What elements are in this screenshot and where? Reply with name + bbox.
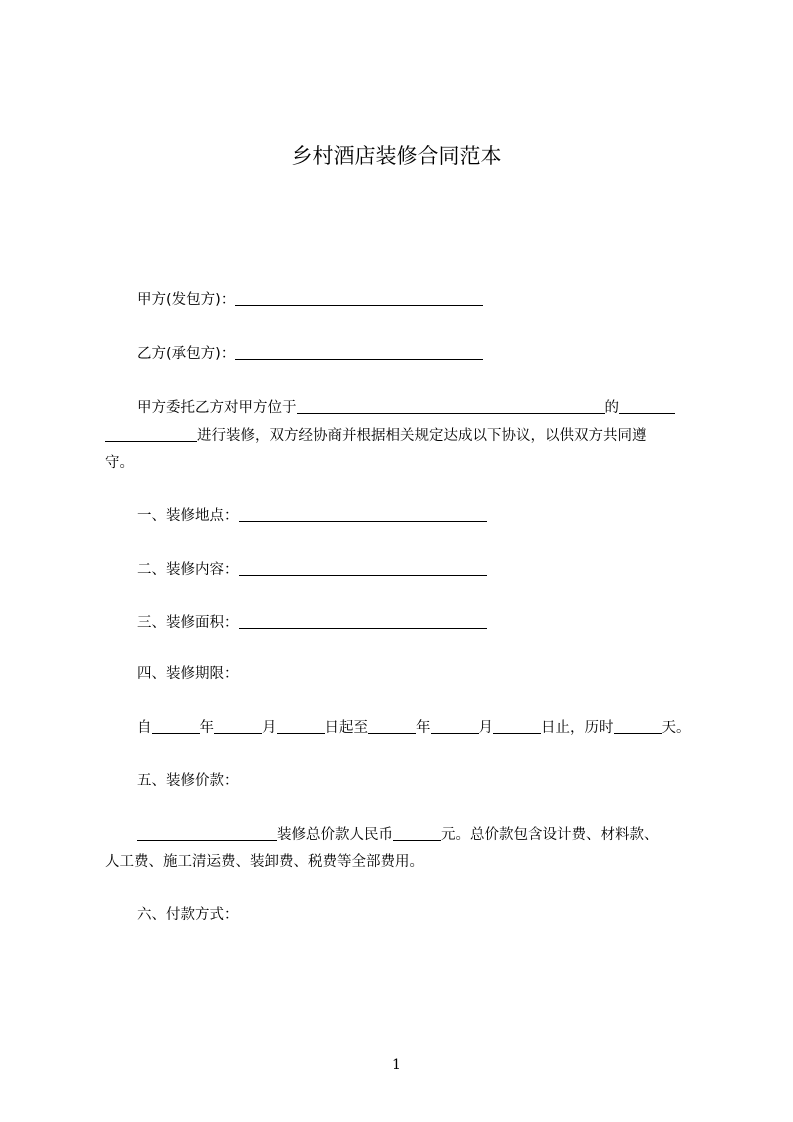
clause-5-heading: 五、装修价款： [137,773,239,789]
clause-2-line [137,560,737,580]
period-from: 自 [137,720,152,736]
party-b-line [137,344,737,364]
price-party-blank [137,826,277,841]
start-month-blank [214,719,262,734]
clause-1-line [137,506,737,526]
period-year-1: 年 [199,720,214,736]
price-amount-blank [393,826,441,841]
clause-1-blank [239,507,487,522]
period-month-1: 月 [262,720,277,736]
intro-text-1: 甲方委托乙方对甲方位于 [137,400,297,416]
price-line-1 [137,825,737,845]
period-days: 天。 [661,720,691,736]
period-line [137,718,737,738]
intro-line-1 [137,398,737,418]
intro-text-4: 守。 [105,455,134,471]
clause-2-blank [239,561,487,576]
page-title: 乡村酒店装修合同范本 [291,144,502,168]
period-month-2: 月 [478,720,493,736]
intro-text-3: 进行装修，双方经协商并根据相关规定达成以下协议，以供双方共同遵 [197,428,647,444]
clause-3-line [137,613,737,633]
period-year-2: 年 [416,720,431,736]
end-month-blank [431,719,479,734]
clause-2-label: 二、装修内容： [137,562,239,578]
price-text-1: 装修总价款人民币 [277,827,393,843]
clause-1-label: 一、装修地点： [137,508,239,524]
clause-6-heading: 六、付款方式： [137,907,239,923]
intro-line-3 [105,453,705,473]
start-day-blank [277,719,325,734]
start-year-blank [152,719,200,734]
party-b-label: 乙方(承包方)： [137,346,236,362]
page-number: 1 [392,1057,401,1073]
end-day-blank [493,719,541,734]
intro-object-blank-cont [105,427,197,442]
intro-object-blank [619,399,675,414]
price-text-3: 人工费、施工清运费、装卸费、税费等全部费用。 [105,854,424,870]
clause-4-heading: 四、装修期限： [137,666,239,682]
clause-3-label: 三、装修面积： [137,615,239,631]
intro-location-blank [297,399,605,414]
price-line-2 [105,852,705,872]
period-day-to: 日止，历时 [541,720,614,736]
price-text-2: 元。总价款包含设计费、材料款、 [441,827,659,843]
party-b-blank [235,345,483,360]
party-a-label: 甲方(发包方)： [137,292,236,308]
end-year-blank [368,719,416,734]
party-a-line [137,290,737,310]
party-a-blank [235,291,483,306]
duration-blank [614,719,662,734]
intro-text-2: 的 [604,400,619,416]
period-day-from: 日起至 [324,720,368,736]
clause-3-blank [239,614,487,629]
intro-line-2 [105,426,705,446]
